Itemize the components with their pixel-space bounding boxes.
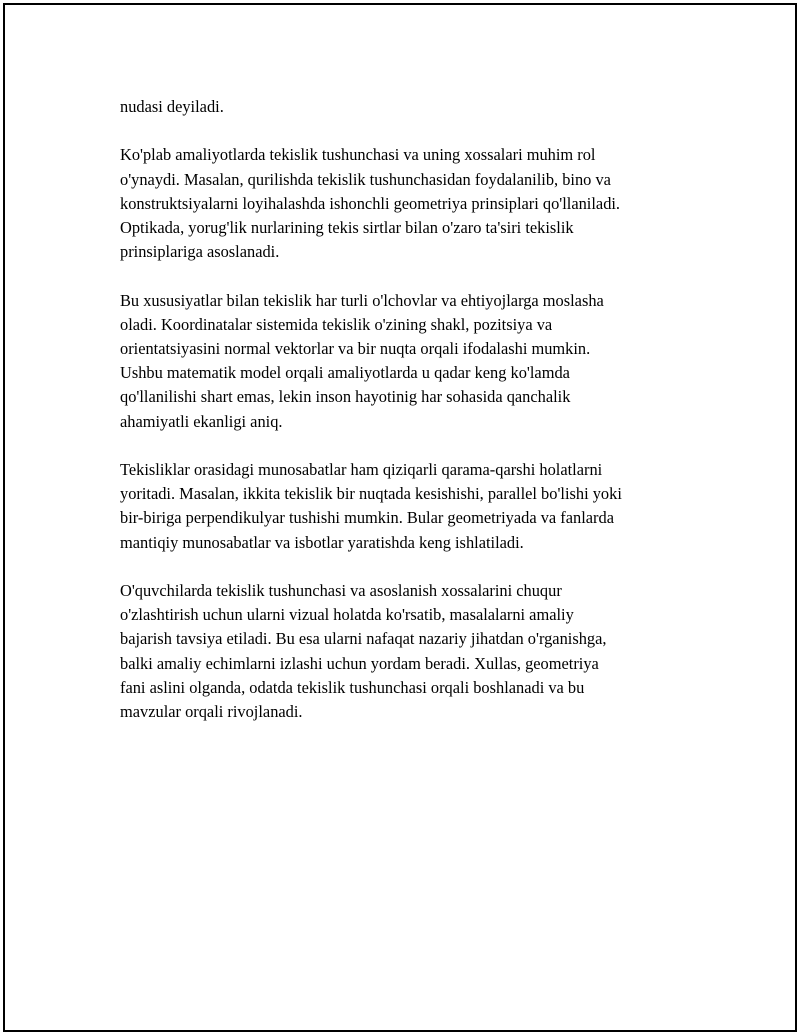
text-line: yoritadi. Masalan, ikkita tekislik bir nuqtada kesishishi, parallel bo'lishi yoki: [120, 484, 622, 504]
text-line: Optikada, yorug'lik nurlarining tekis sirtlar bilan o'zaro ta'siri tekislik: [120, 218, 574, 237]
text-line: Ushbu matematik model orqali amaliyotlarda u qadar keng ko'lamda: [120, 363, 570, 383]
text-line: O'quvchilarda tekislik tushunchasi va asoslanish xossalarini chuqur: [120, 581, 562, 600]
text-line: nudasi deyiladi.: [120, 97, 224, 116]
text-line: Bu xususiyatlar bilan tekislik har turli o'lchovlar va ehtiyojlarga moslasha: [120, 290, 604, 310]
document-body: [120, 95, 700, 748]
document-page: [3, 3, 797, 1032]
text-line: qo'llanilishi shart emas, lekin inson hayotinig har sohasida qanchalik: [120, 387, 571, 407]
text-line: orientatsiyasini normal vektorlar va bir nuqta orqali ifodalashi mumkin.: [120, 339, 591, 358]
text-line: bir-biriga perpendikulyar tushishi mumkin. Bular geometriyada va fanlarda: [120, 508, 614, 528]
text-line: bajarish tavsiya etiladi. Bu esa ularni nafaqat nazariy jihatdan o'rganishga,: [120, 629, 607, 649]
paragraph-4: [120, 458, 700, 555]
text-line: mantiqiy munosabatlar va isbotlar yaratishda keng ishlatiladi.: [120, 532, 524, 552]
text-line: fani aslini olganda, odatda tekislik tushunchasi orqali boshlanadi va bu: [120, 677, 585, 697]
text-line: o'ynaydi. Masalan, qurilishda tekislik tushunchasidan foydalanilib, bino va: [120, 169, 611, 189]
text-line: Tekisliklar orasidagi munosabatlar ham qiziqarli qarama-qarshi holatlarni: [120, 460, 603, 479]
paragraph-5: [120, 579, 700, 724]
text-line: konstruktsiyalarni loyihalashda ishonchli geometriya prinsiplari qo'llaniladi.: [120, 193, 621, 213]
text-line: prinsiplariga asoslanadi.: [120, 242, 280, 262]
text-line: Ko'plab amaliyotlarda tekislik tushunchasi va uning xossalari muhim rol: [120, 145, 596, 165]
text-line: balki amaliy echimlarni izlashi uchun yordam beradi. Xullas, geometriya: [120, 653, 599, 673]
text-line: ahamiyatli ekanligi aniq.: [120, 411, 283, 431]
text-line: o'zlashtirish uchun ularni vizual holatda ko'rsatib, masalalarni amaliy: [120, 605, 574, 625]
text-line: oladi. Koordinatalar sistemida tekislik o'zining shakl, pozitsiya va: [120, 314, 553, 334]
text-line: mavzular orqali rivojlanadi.: [120, 702, 303, 722]
paragraph-3: [120, 289, 700, 434]
paragraph-2: [120, 143, 700, 264]
paragraph-1: [120, 95, 700, 119]
